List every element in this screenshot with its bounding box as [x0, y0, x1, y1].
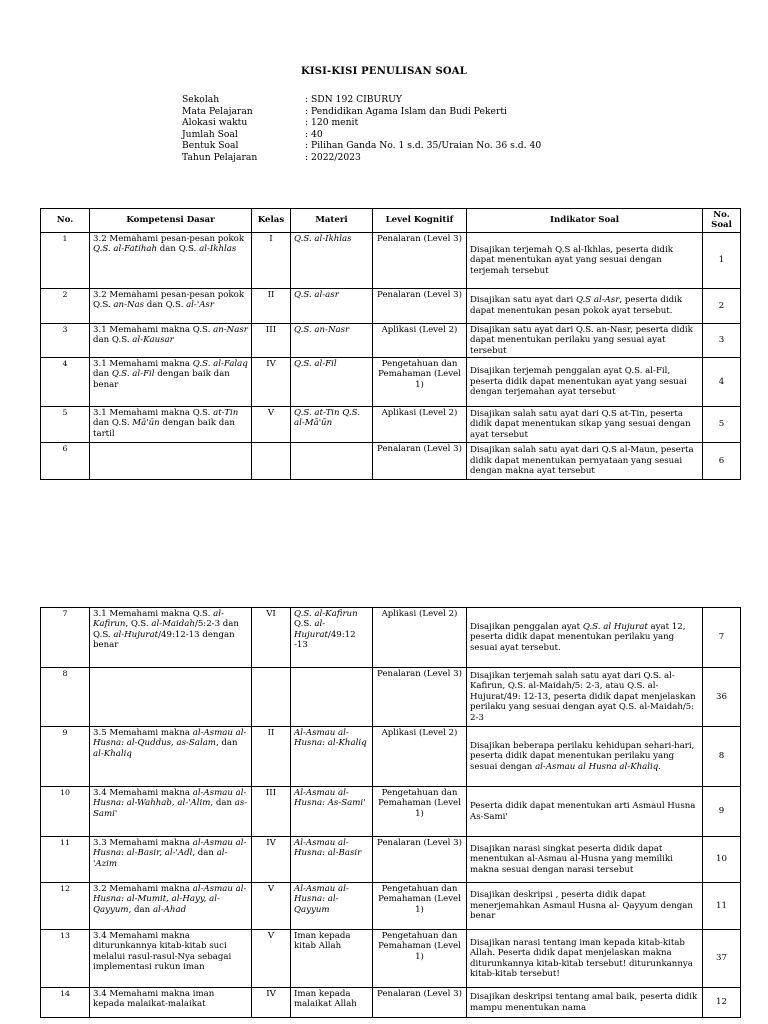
cell-no: 13 [41, 930, 90, 988]
table-row [41, 727, 741, 787]
cell-kelas: IV [252, 837, 291, 883]
cell-level-kognitif: Pengetahuan dan Pemahaman (Level 1) [373, 787, 467, 837]
cell-indikator-soal: Disajikan deskripsi , peserta didik dapat menerjemahkan Asmaul Husna al- Qayyum dengan benar [467, 883, 703, 930]
cell-level-kognitif: Penalaran (Level 3) [373, 668, 467, 727]
meta-value: : SDN 192 CIBURUY [305, 94, 402, 105]
cell-indikator-soal: Disajikan salah satu ayat dari Q.S at-Tin, peserta didik dapat menentukan sikap yang sesuai dengan ayat tersebut [467, 407, 703, 443]
cell-materi: Q.S. at-Tin Q.S. al-Mā'ūn [291, 407, 373, 443]
cell-materi: Q.S. an-Nasr [291, 323, 373, 357]
cell-kelas: II [252, 727, 291, 787]
cell-kompetensi-dasar [90, 668, 252, 727]
cell-no-soal: 2 [703, 288, 741, 323]
meta-row-alokasi-waktu [182, 117, 541, 129]
cell-no: 4 [41, 358, 90, 407]
cell-level-kognitif: Aplikasi (Level 2) [373, 727, 467, 787]
header-kelas: Kelas [252, 209, 291, 233]
meta-value: : 2022/2023 [305, 151, 361, 163]
table-row [41, 988, 741, 1018]
cell-kompetensi-dasar: 3.4 Memahami makna al-Asmau al-Husna: al-Wahhab, al-'Alim, dan as-Sami' [90, 787, 252, 837]
cell-indikator-soal: Disajikan terjemah penggalan ayat Q.S. al-Fil, peserta didik dapat menentukan ayat yang sesuai dengan terjemahan ayat tersebut [467, 358, 703, 407]
table-row [41, 837, 741, 883]
meta-value: : Pilihan Ganda No. 1 s.d. 35/Uraian No. 36 s.d. 40 [305, 140, 542, 152]
cell-no-soal: 4 [703, 358, 741, 407]
header-kompetensi-dasar: Kompetensi Dasar [90, 209, 252, 233]
cell-materi: Q.S. al-Fil [291, 358, 373, 407]
cell-no: 7 [41, 608, 90, 668]
cell-kelas: I [252, 232, 291, 288]
cell-kompetensi-dasar: 3.2 Memahami makna al-Asmau al- Husna: al-Mumit, al-Hayy, al-Qayyum, dan al-Ahad [90, 883, 252, 930]
header-indikator-soal: Indikator Soal [467, 209, 703, 233]
table-row [41, 930, 741, 988]
meta-row-sekolah [182, 94, 541, 106]
cell-kelas: II [252, 288, 291, 323]
kisi-kisi-table-page2 [40, 607, 741, 1018]
table-row [41, 443, 741, 480]
cell-no: 3 [41, 323, 90, 357]
cell-no-soal: 36 [703, 668, 741, 727]
cell-materi: Iman kepada kitab Allah [291, 930, 373, 988]
meta-row-bentuk-soal [182, 140, 541, 152]
cell-indikator-soal: Disajikan narasi singkat peserta didik dapat menentukan al-Asmau al-Husna yang memiliki makna sesuai dengan narasi tersebut [467, 837, 703, 883]
cell-level-kognitif: Aplikasi (Level 2) [373, 323, 467, 357]
cell-materi [291, 443, 373, 480]
cell-level-kognitif: Penalaran (Level 3) [373, 443, 467, 480]
cell-no-soal: 9 [703, 787, 741, 837]
cell-indikator-soal: Disajikan deskripsi tentang amal baik, peserta didik mampu menentukan nama [467, 988, 703, 1018]
table-row [41, 883, 741, 930]
cell-no: 5 [41, 407, 90, 443]
cell-materi: Al-Asmau al-Husna: al-Basir [291, 837, 373, 883]
cell-level-kognitif: Pengetahuan dan Pemahaman (Level 1) [373, 930, 467, 988]
cell-kelas: III [252, 787, 291, 837]
table-body-page1 [41, 232, 741, 479]
cell-kelas: IV [252, 988, 291, 1018]
cell-no-soal: 6 [703, 443, 741, 480]
cell-indikator-soal: Disajikan beberapa perilaku kehidupan sehari-hari, peserta didik dapat menentukan perilaku yang sesuai dengan al-Asmau al Husna al-Khaliq. [467, 727, 703, 787]
cell-kompetensi-dasar: 3.2 Memahami pesan-pesan pokok Q.S. al-Fatihah dan Q.S. al-Ikhlas [90, 232, 252, 288]
meta-label: Alokasi waktu [182, 117, 248, 129]
cell-kelas: III [252, 323, 291, 357]
table-row [41, 358, 741, 407]
cell-indikator-soal: Disajikan satu ayat dari Q.S. an-Nasr, peserta didik dapat menentukan perilaku yang sesuai ayat tersebut [467, 323, 703, 357]
cell-indikator-soal: Disajikan narasi tentang iman kepada kitab-kitab Allah. Peserta didik dapat menjelaskan makna diturunkannya kitab-kitab tersebut! diturunkannya kitab-kitab tersebut! [467, 930, 703, 988]
cell-no-soal: 3 [703, 323, 741, 357]
cell-no: 8 [41, 668, 90, 727]
cell-no: 10 [41, 787, 90, 837]
cell-no-soal: 8 [703, 727, 741, 787]
cell-level-kognitif: Aplikasi (Level 2) [373, 608, 467, 668]
cell-no: 12 [41, 883, 90, 930]
cell-kelas [252, 443, 291, 480]
meta-value: : Pendidikan Agama Islam dan Budi Pekerti [305, 105, 507, 117]
document-title: KISI-KISI PENULISAN SOAL [300, 66, 467, 77]
cell-materi: Iman kepada malaikat Allah [291, 988, 373, 1018]
meta-value: : 120 menit [305, 117, 359, 129]
meta-value: : 40 [305, 128, 323, 140]
cell-indikator-soal: Disajikan penggalan ayat Q.S. al Hujurat ayat 12, peserta didik dapat menentukan perilaku yang sesuai ayat tersebut. [467, 608, 703, 668]
cell-level-kognitif: Penalaran (Level 3) [373, 837, 467, 883]
cell-level-kognitif: Pengetahuan dan Pemahaman (Level 1) [373, 883, 467, 930]
cell-kompetensi-dasar: 3.1 Memahami makna Q.S. al-Kafirun, Q.S. al-Maidah/5:2-3 dan Q.S. al-Hujurat/49:12-13 dengan benar [90, 608, 252, 668]
cell-kompetensi-dasar: 3.1 Memahami makna Q.S. at-Tin dan Q.S. Mā'ūn dengan baik dan tartil [90, 407, 252, 443]
cell-kompetensi-dasar: 3.3 Memahami makna al-Asmau al-Husna: al-Basir, al-'Adl, dan al-'Azim [90, 837, 252, 883]
table-row [41, 323, 741, 357]
meta-label: Bentuk Soal [182, 140, 239, 152]
cell-kelas: V [252, 883, 291, 930]
cell-no-soal: 5 [703, 407, 741, 443]
cell-kompetensi-dasar: 3.4 Memahami makna diturunkannya kitab-kitab suci melalui rasul-rasul-Nya sebagai implementasi rukun iman [90, 930, 252, 988]
cell-no: 2 [41, 288, 90, 323]
header-materi: Materi [291, 209, 373, 233]
cell-kelas: V [252, 407, 291, 443]
table-row [41, 288, 741, 323]
cell-no: 9 [41, 727, 90, 787]
kisi-kisi-table-page1 [40, 208, 741, 480]
cell-no: 14 [41, 988, 90, 1018]
cell-kompetensi-dasar: 3.5 Memahami makna al-Asmau al-Husna: al-Quddus, as-Salam, dan al-Khaliq [90, 727, 252, 787]
cell-indikator-soal: Disajikan terjemah Q.S al-Ikhlas, peserta didik dapat menentukan ayat yang sesuai dengan terjemah tersebut [467, 232, 703, 288]
cell-indikator-soal: Disajikan salah satu ayat dari Q.S al-Maun, peserta didik dapat menentukan pernyataan yang sesuai dengan makna ayat tersebut [467, 443, 703, 480]
cell-no-soal: 12 [703, 988, 741, 1018]
cell-indikator-soal: Disajikan terjemah salah satu ayat dari Q.S. al-Kafirun, Q.S. al-Maidah/5: 2-3, atau Q.S. al-Hujurat/49: 12-13, peserta didik dapat menjelaskan perilaku yang sesuai dengan ayat Q.S. al-Maidah/5: 2-3 [467, 668, 703, 727]
meta-label: Tahun Pelajaran [182, 151, 258, 163]
cell-materi: Q.S. al-asr [291, 288, 373, 323]
header-no-soal: No. Soal [703, 209, 741, 233]
cell-no: 6 [41, 443, 90, 480]
cell-kompetensi-dasar: 3.4 Memahami makna iman kepada malaikat-malaikat [90, 988, 252, 1018]
cell-level-kognitif: Penalaran (Level 3) [373, 288, 467, 323]
cell-materi [291, 668, 373, 727]
cell-kompetensi-dasar: 3.1 Memahami makna Q.S. an-Nasr dan Q.S. al-Kausar [90, 323, 252, 357]
cell-materi: Q.S. al-Ikhlas [291, 232, 373, 288]
table-row [41, 668, 741, 727]
table-header-row [41, 209, 741, 233]
cell-kompetensi-dasar: 3.2 Memahami pesan-pesan pokok Q.S. an-Nas dan Q.S. al-'Asr [90, 288, 252, 323]
cell-level-kognitif: Aplikasi (Level 2) [373, 407, 467, 443]
meta-label: Mata Pelajaran [182, 105, 253, 117]
cell-no: 1 [41, 232, 90, 288]
cell-no-soal: 10 [703, 837, 741, 883]
cell-no-soal: 11 [703, 883, 741, 930]
document-meta [182, 94, 541, 164]
meta-label: Jumlah Soal [182, 128, 238, 140]
cell-kelas: VI [252, 608, 291, 668]
table-row [41, 608, 741, 668]
header-no: No. [41, 209, 90, 233]
cell-kelas: IV [252, 358, 291, 407]
cell-level-kognitif: Pengetahuan dan Pemahaman (Level 1) [373, 358, 467, 407]
cell-kompetensi-dasar [90, 443, 252, 480]
header-level-kognitif: Level Kognitif [373, 209, 467, 233]
cell-no-soal: 7 [703, 608, 741, 668]
cell-materi: Al-Asmau al-Husna: al-Qayyum [291, 883, 373, 930]
cell-kelas [252, 668, 291, 727]
cell-kompetensi-dasar: 3.1 Memahami makna Q.S. al-Falaq dan Q.S. al-Fil dengan baik dan benar [90, 358, 252, 407]
table-row [41, 407, 741, 443]
cell-no-soal: 37 [703, 930, 741, 988]
cell-indikator-soal: Peserta didik dapat menentukan arti Asmaul Husna As-Sami' [467, 787, 703, 837]
meta-label: Sekolah [182, 94, 220, 105]
cell-materi: Q.S. al-Kafirun Q.S. al-Hujurat/49:12 -13 [291, 608, 373, 668]
cell-level-kognitif: Penalaran (Level 3) [373, 232, 467, 288]
meta-row-mata-pelajaran [182, 106, 541, 118]
table-row [41, 787, 741, 837]
cell-indikator-soal: Disajikan satu ayat dari Q.S al-Asr, peserta didik dapat menentukan pesan pokok ayat tersebut. [467, 288, 703, 323]
cell-no-soal: 1 [703, 232, 741, 288]
cell-materi: Al-Asmau al-Husna: al-Khaliq [291, 727, 373, 787]
table-body-page2 [41, 608, 741, 1018]
meta-row-tahun-pelajaran [182, 152, 541, 164]
meta-row-jumlah-soal [182, 129, 541, 141]
cell-kelas: V [252, 930, 291, 988]
cell-level-kognitif: Penalaran (Level 3) [373, 988, 467, 1018]
table-row [41, 232, 741, 288]
cell-no: 11 [41, 837, 90, 883]
cell-materi: Al-Asmau al-Husna: As-Sami' [291, 787, 373, 837]
